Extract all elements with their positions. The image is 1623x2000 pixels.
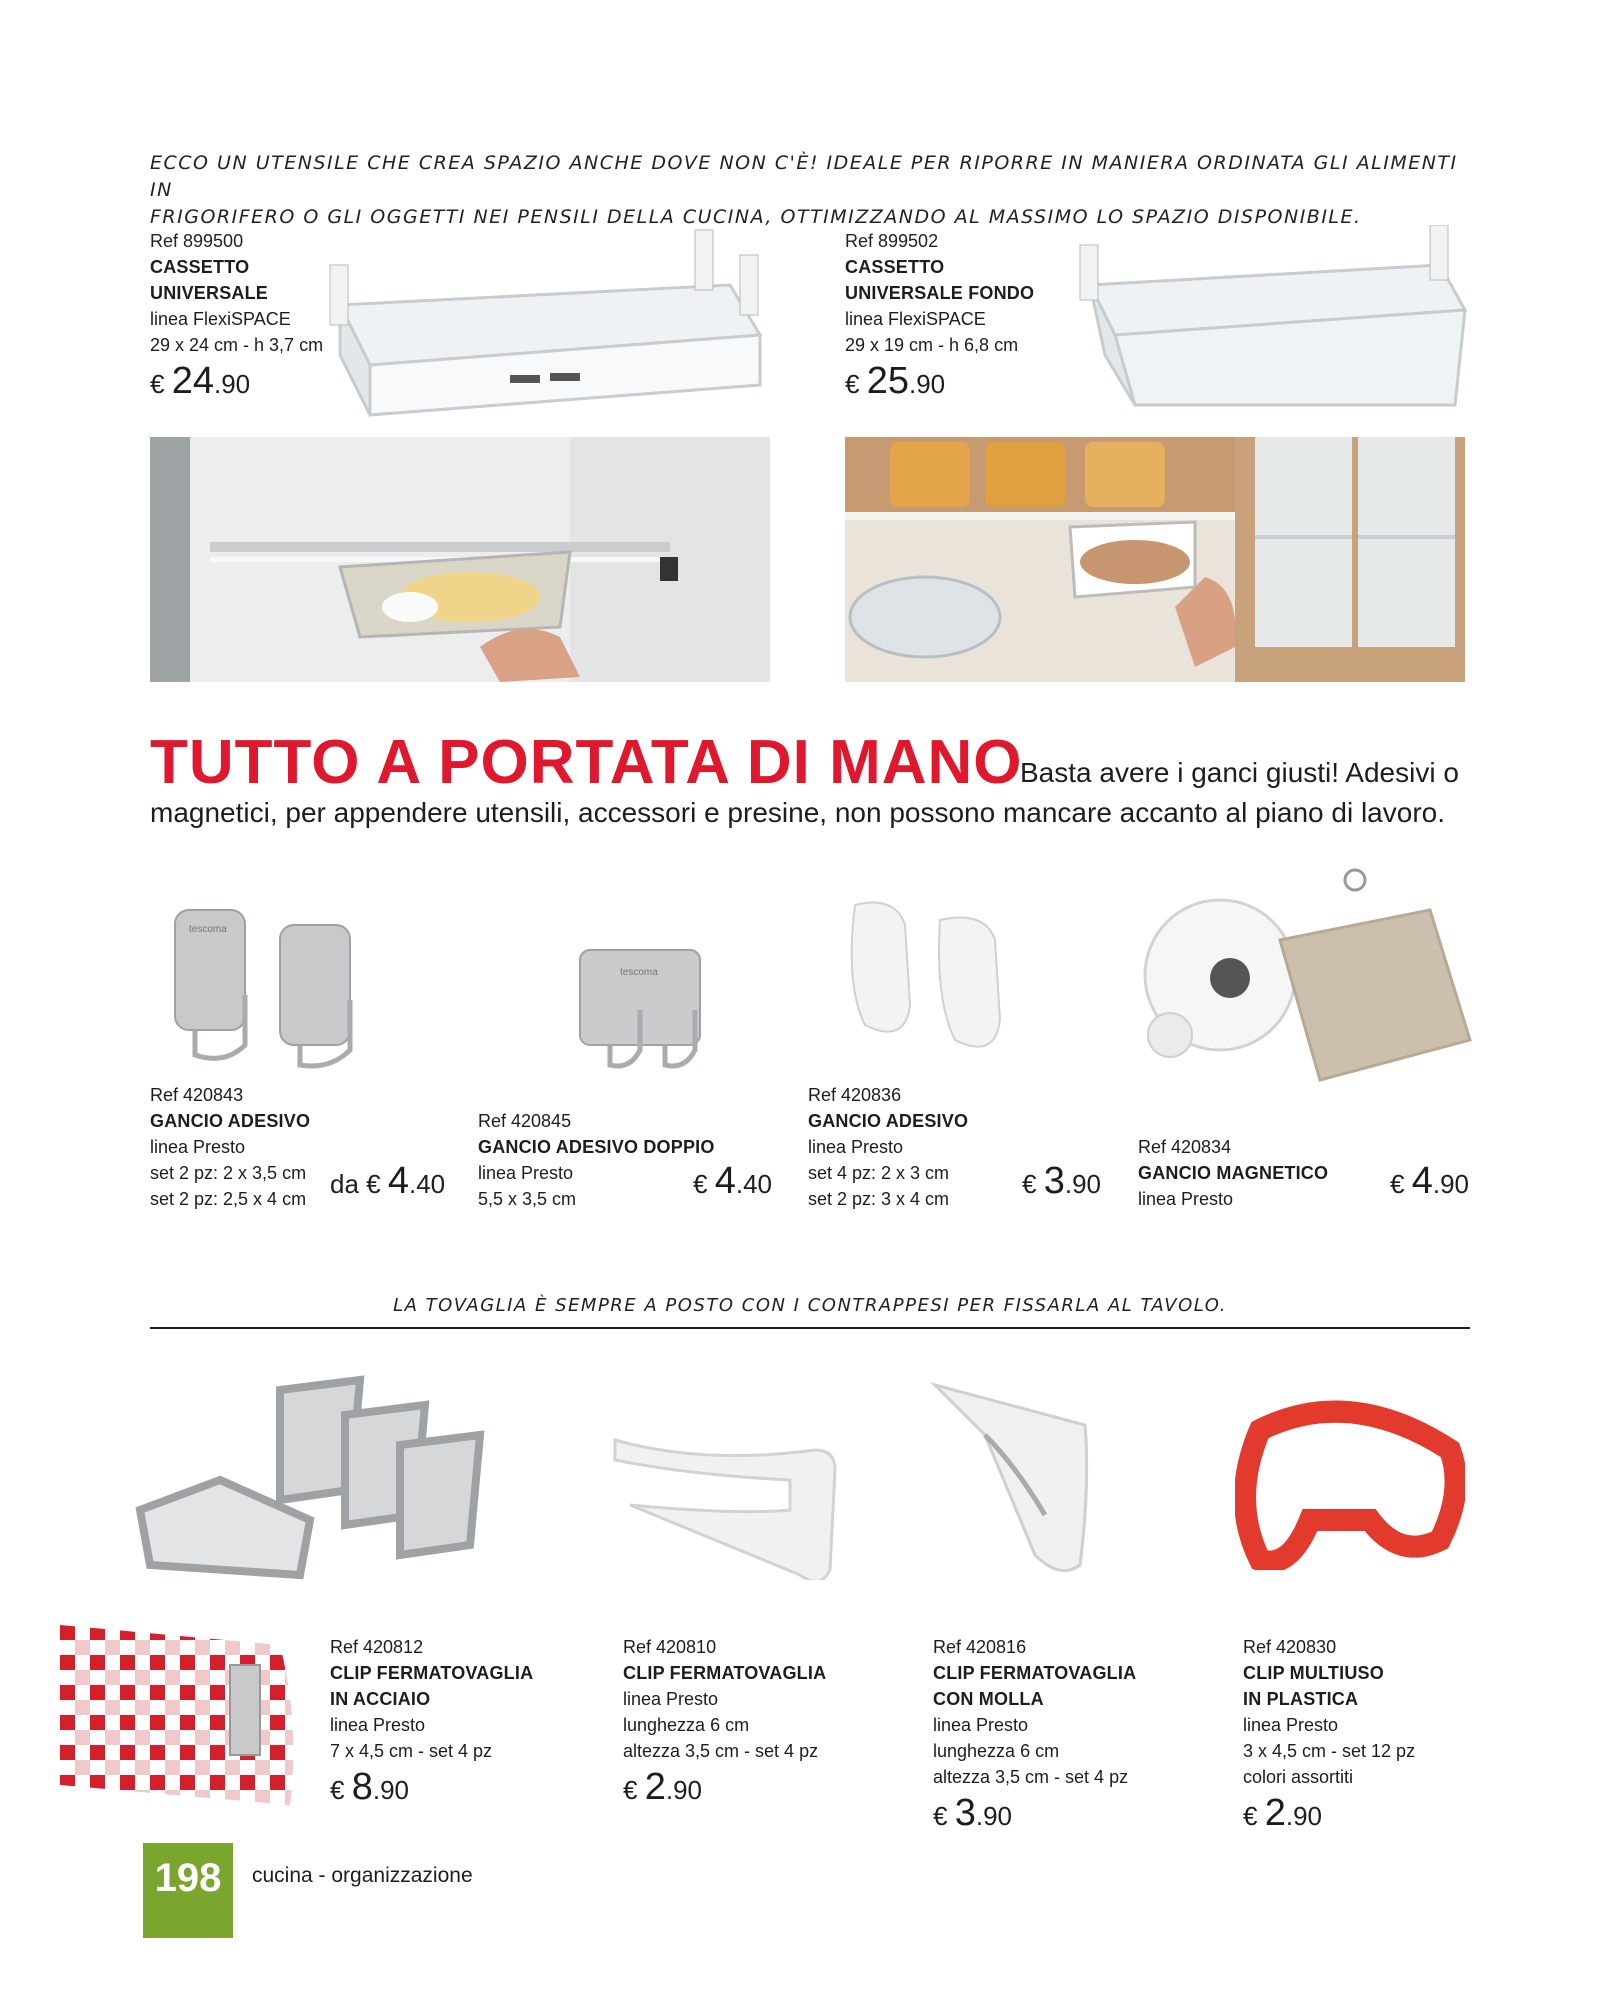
steel-clips-image [130,1375,540,1580]
section-divider [150,1327,1470,1329]
price-int: 25 [866,360,909,402]
price-int: 24 [171,360,214,402]
magnetic-hook-image [1130,840,1475,1085]
price-int: 2 [644,1766,666,1808]
price-currency: € [1022,1169,1037,1199]
hook-1-price [330,1160,445,1203]
price-dec: .40 [408,1169,446,1199]
price-int: 3 [954,1792,976,1834]
section-headline: TUTTO A PORTATA DI MANO [150,728,1023,797]
price-dec: .40 [735,1169,772,1199]
product-ref: Ref 420812 [330,1637,424,1657]
product-spec-2: set 2 pz: 2,5 x 4 cm [150,1189,307,1209]
price-dec: .90 [665,1775,702,1805]
intro-text [150,150,1480,231]
headline-lead-2: magnetici, per appendere utensili, accessori e presine, non possono mancare accanto al piano di lavoro. [150,797,1445,828]
product-spec-1: 5,5 x 3,5 cm [478,1189,577,1209]
drawer-image [300,225,780,435]
price-dec: .90 [1432,1169,1469,1199]
product-spec-1: set 2 pz: 2 x 3,5 cm [150,1163,307,1183]
product-price [150,360,323,402]
price-dec: .90 [975,1801,1012,1831]
product-ref: Ref 420810 [623,1637,717,1657]
intro-line-2: FRIGORIFERO O GLI OGGETTI NEI PENSILI DELLA CUCINA, OTTIMIZZANDO AL MASSIMO LO SPAZIO DISPONIBILE. [150,206,1362,228]
brand-logo: tescoma [620,967,658,978]
product-clip-plastica [1243,1634,1483,1834]
product-name-2: IN ACCIAIO [330,1689,431,1709]
price-currency: € [330,1775,345,1805]
product-cassetto-universale [150,228,324,402]
price-currency: € [1390,1169,1405,1199]
deep-drawer-image [1060,225,1480,415]
product-gancio-magnetico [1138,1134,1378,1212]
price-dec: .90 [213,369,251,399]
hook-2-price [693,1160,772,1203]
product-ref: Ref 420830 [1243,1637,1337,1657]
price-currency: € [693,1169,708,1199]
cupboard-photo [845,437,1465,682]
price-currency: € [933,1801,948,1831]
product-spec-1: set 4 pz: 2 x 3 cm [808,1163,950,1183]
price-currency: € [623,1775,638,1805]
price-int: 8 [351,1766,373,1808]
product-cassetto-universale-fondo [845,228,1035,402]
product-spec-1: lunghezza 6 cm [933,1741,1060,1761]
product-line: linea Presto [1243,1715,1339,1735]
product-spec-1: lunghezza 6 cm [623,1715,750,1735]
product-name: CASSETTO [150,257,250,277]
product-ref: Ref 420843 [150,1085,244,1105]
product-ref: Ref 420816 [933,1637,1027,1657]
product-clip-molla [933,1634,1193,1834]
price-int: 4 [387,1160,409,1202]
product-ref: Ref 899502 [845,231,939,251]
tablecloth-subline: LA TOVAGLIA È SEMPRE A POSTO CON I CONTRAPPESI PER FISSARLA AL TAVOLO. [393,1295,1227,1316]
product-price [1243,1792,1483,1834]
product-line: linea Presto [150,1137,246,1157]
product-price [933,1792,1193,1834]
price-currency: € [1243,1801,1258,1831]
product-name-2: UNIVERSALE [150,283,269,303]
product-ref: Ref 420836 [808,1085,902,1105]
price-dec: .90 [1064,1169,1101,1199]
product-name-2: IN PLASTICA [1243,1689,1359,1709]
white-hooks-image [840,900,1030,1075]
product-line: linea Presto [330,1715,426,1735]
price-int: 3 [1043,1160,1065,1202]
price-int: 4 [714,1160,736,1202]
white-clip-image [610,1420,840,1580]
price-int: 4 [1411,1160,1433,1202]
product-line: linea FlexiSPACE [150,309,291,329]
product-spec-2: colori assortiti [1243,1767,1354,1787]
product-dims: 29 x 19 cm - h 6,8 cm [845,335,1019,355]
price-dec: .90 [372,1775,409,1805]
product-spec-2: set 2 pz: 3 x 4 cm [808,1189,950,1209]
product-name-2: CON MOLLA [933,1689,1044,1709]
headline-lead-1: Basta avere i ganci giusti! Adesivi o [1020,757,1459,788]
price-currency: € [150,369,165,399]
product-name: GANCIO ADESIVO DOPPIO [478,1137,715,1157]
product-name: GANCIO ADESIVO [150,1111,311,1131]
product-line: linea Presto [478,1163,574,1183]
steel-hooks-image [165,900,375,1070]
product-name: CLIP FERMATOVAGLIA [933,1663,1137,1683]
product-name: GANCIO ADESIVO [808,1111,969,1131]
product-name: CASSETTO [845,257,945,277]
section-label: cucina - organizzazione [252,1864,473,1887]
page-number: 198 [143,1843,233,1938]
fridge-photo [150,437,770,682]
product-price [623,1766,883,1808]
price-int: 2 [1264,1792,1286,1834]
hook-4-price [1390,1160,1469,1203]
price-dec: .90 [908,369,946,399]
price-currency: da € [330,1169,381,1199]
product-clip-acciaio [330,1634,590,1808]
product-name: CLIP FERMATOVAGLIA [623,1663,827,1683]
double-hook-image [570,945,730,1070]
price-currency: € [845,369,860,399]
spring-clip-image [930,1380,1110,1580]
intro-line-1: ECCO UN UTENSILE CHE CREA SPAZIO ANCHE DOVE NON C'È! IDEALE PER RIPORRE IN MANIERA ORDINATA GLI ALIMENTI IN [150,152,1458,201]
product-name: CLIP MULTIUSO [1243,1663,1384,1683]
hook-3-price [1022,1160,1101,1203]
product-ref: Ref 420834 [1138,1137,1232,1157]
product-line: linea Presto [808,1137,904,1157]
tablecloth-photo [60,1625,305,1805]
product-ref: Ref 899500 [150,231,244,251]
product-spec-1: 7 x 4,5 cm - set 4 pz [330,1741,493,1761]
product-name: GANCIO MAGNETICO [1138,1163,1329,1183]
product-line: linea Presto [1138,1189,1234,1209]
product-dims: 29 x 24 cm - h 3,7 cm [150,335,324,355]
product-spec-2: altezza 3,5 cm - set 4 pz [623,1741,819,1761]
product-spec-1: 3 x 4,5 cm - set 12 pz [1243,1741,1416,1761]
product-line: linea Presto [933,1715,1029,1735]
brand-logo: tescoma [189,924,227,935]
product-line: linea Presto [623,1689,719,1709]
product-spec-2: altezza 3,5 cm - set 4 pz [933,1767,1129,1787]
product-name: CLIP FERMATOVAGLIA [330,1663,534,1683]
product-clip-fermatovaglia [623,1634,883,1808]
product-price [845,360,1034,402]
price-dec: .90 [1285,1801,1322,1831]
product-line: linea FlexiSPACE [845,309,986,329]
product-ref: Ref 420845 [478,1111,572,1131]
product-name-2: UNIVERSALE FONDO [845,283,1035,303]
product-price [330,1766,590,1808]
red-clip-image [1235,1400,1465,1570]
